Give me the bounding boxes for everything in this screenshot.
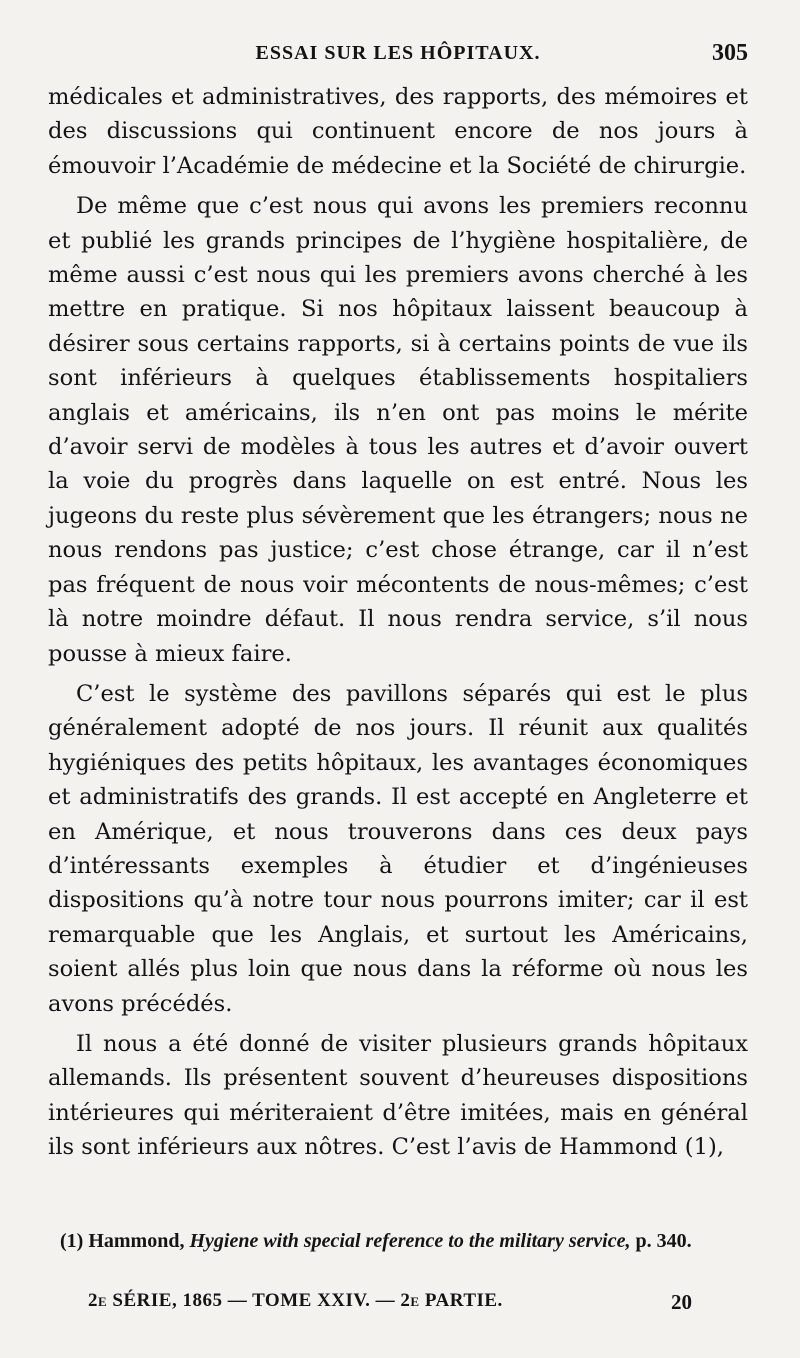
footnote (48, 1226, 748, 1256)
signature-number: 20 (671, 1290, 692, 1314)
body-text (48, 80, 748, 1171)
footnote-title: Hygiene with special reference to the military service, (189, 1230, 631, 1252)
paragraph-german-hospitals: Il nous a été donné de visiter plusieurs grands hôpitaux allemands. Ils présentent souvent d’heureuses dispositions intérieures qui mériteraient d’être imitées, mais en général ils sont inférieurs aux nôtres. C’est l’avis de Hammond (1), (48, 1030, 748, 1161)
footnote-marker: (1) (60, 1230, 84, 1252)
paragraph-hygiene-principles: De même que c’est nous qui avons les premiers reconnu et publié les grands principes de l’hygiène hospitalière, de même aussi c’est nous qui les premiers avons cherché à les mettre en pratique. Si nos hôpitaux laissent beaucoup à désirer sous certains rapports, si à certains points de vue ils sont inférieurs à quelques établissements hospitaliers anglais et américains, ils n’en ont pas moins le mérite d’avoir servi de modèles à tous les autres et d’avoir ouvert la voie du progrès dans laquelle on est entré. Nous les jugeons du reste plus sévèrement que les étrangers; nous ne nous rendons pas justice; c’est chose étrange, car il n’est pas fréquent de nous voir mécontents de nous-mêmes; c’est là notre moindre défaut. Il nous rendra service, s’il nous pousse à mieux faire. (48, 193, 748, 667)
paragraph-continuation: médicales et administratives, des rapports, des mémoires et des discussions qui continuent encore de nos jours à émouvoir l’Académie de médecine et la Société de chirurgie. (48, 84, 748, 179)
running-title: ESSAI SUR LES HÔPITAUX. (255, 42, 541, 64)
page-number: 305 (712, 40, 748, 66)
paragraph-pavilion-system: C’est le système des pavillons séparés qui est le plus généralement adopté de nos jours. Il réunit aux qualités hygiéniques des petits hôpitaux, les avantages économiques et administratifs des grands. Il est accepté en Angleterre et en Amérique, et nous trouverons dans ces deux pays d’intéressants exemples à étudier et d’ingénieuses dispositions qu’à notre tour nous pourrons imiter; car il est remarquable que les Anglais, et surtout les Américains, soient allés plus loin que nous dans la réforme où nous les avons précédés. (48, 680, 748, 1017)
printer-signature (48, 1290, 748, 1320)
page-header (48, 38, 748, 74)
footnote-author: Hammond, (88, 1230, 185, 1252)
signature-series: 2e SÉRIE, 1865 — TOME XXIV. — 2e PARTIE. (88, 1290, 503, 1311)
footnote-page-ref: p. 340. (635, 1230, 692, 1252)
